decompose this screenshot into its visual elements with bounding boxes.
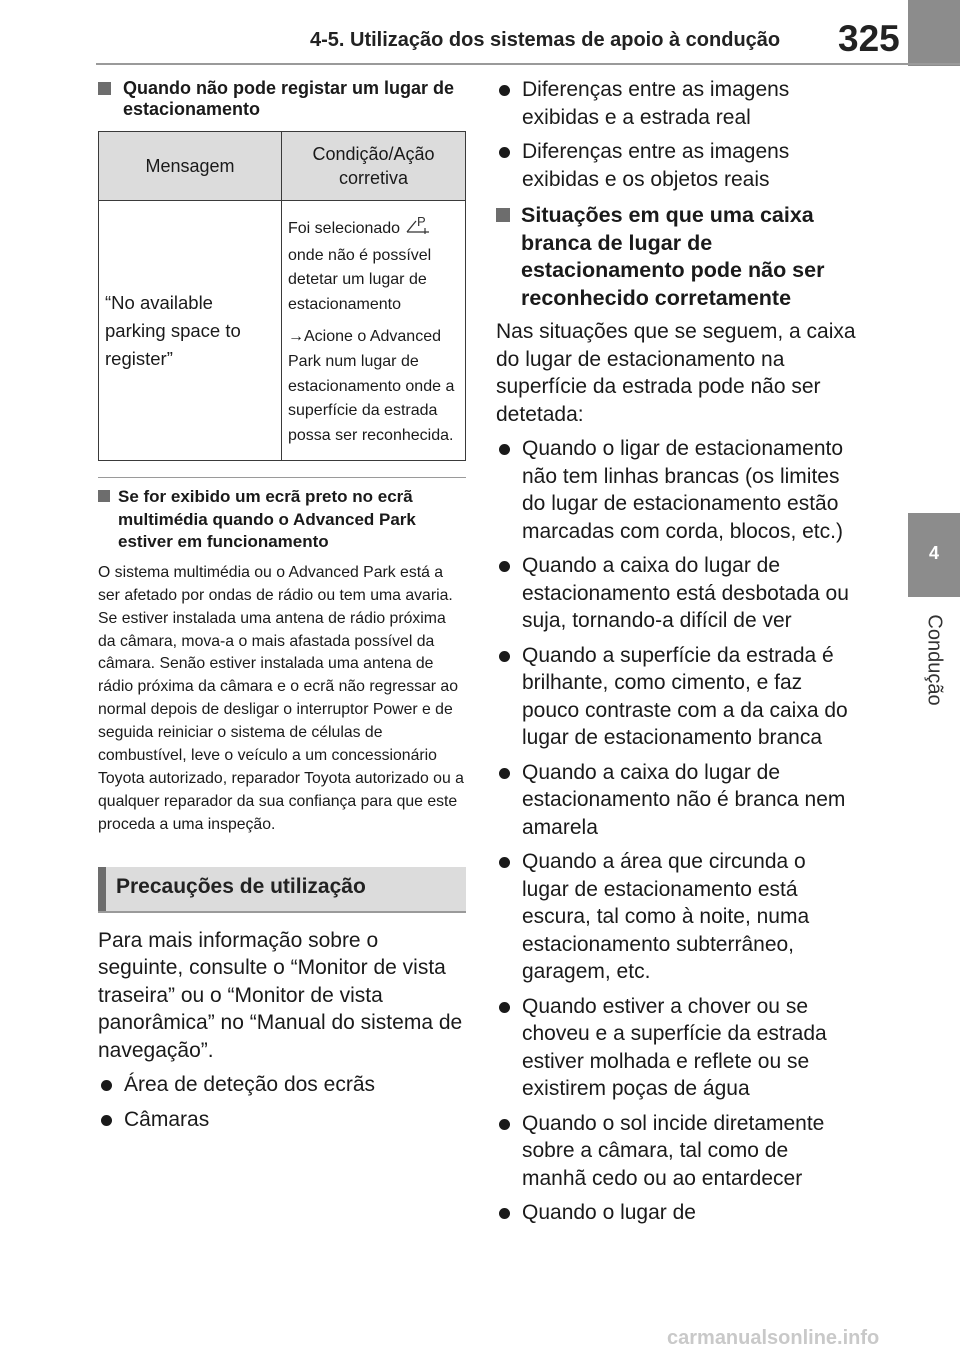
section-rule [98, 911, 466, 913]
bullet-icon [499, 1002, 510, 1013]
list-item-text: Quando a caixa do lugar de estacionamento está desbotada ou suja, tornando-a difícil de ver [522, 554, 849, 632]
table-header-message: Mensagem [99, 132, 282, 201]
list-item-text: Quando o lugar de [522, 1201, 696, 1224]
heading-black-screen-text: Se for exibido um ecrã preto no ecrã multimédia quando o Advanced Park estiver em funcionamento [118, 487, 416, 552]
square-bullet-icon [496, 208, 510, 222]
list-item-text: Diferenças entre as imagens exibidas e a estrada real [522, 78, 790, 129]
bullet-icon [499, 857, 510, 868]
bullet-icon [499, 1208, 510, 1219]
bullet-icon [499, 147, 510, 158]
list-item-text: Diferenças entre as imagens exibidas e os objetos reais [522, 140, 790, 191]
section-title: Precauções de utilização [116, 874, 366, 898]
parking-p-icon [405, 213, 431, 233]
section-banner-bar [98, 867, 106, 911]
list-item [496, 993, 858, 1103]
list-item [496, 1110, 858, 1193]
page-number: 325 [838, 18, 900, 59]
left-column [98, 78, 466, 1133]
table-header-condition: Condição/Ação corretiva [282, 132, 466, 201]
heading-no-register-text: Quando não pode registar um lugar de estacionamento [123, 78, 455, 119]
header-tab [908, 0, 960, 66]
list-item [496, 435, 858, 545]
list-item [496, 552, 858, 635]
condition-text-a: Foi selecionado [288, 220, 401, 237]
watermark: carmanualsonline.info [667, 1327, 880, 1349]
table-row [99, 201, 466, 461]
list-item [98, 1106, 466, 1134]
list-item-text: Quando a área que circunda o lugar de estacionamento está escura, tal como à noite, numa estacionamento subterrâneo, garagem, etc. [522, 850, 810, 983]
bullet-icon [499, 444, 510, 455]
right-column [496, 76, 858, 1227]
bullet-icon [499, 768, 510, 779]
header-title: 4-5. Utilização dos sistemas de apoio à condução [310, 29, 781, 51]
condition-text-b: onde não é possível detetar um lugar de estacionamento [288, 246, 432, 313]
bullet-icon [499, 1119, 510, 1130]
svg-text:P: P [416, 214, 426, 229]
list-item-text: Quando o sol incide diretamente sobre a câmara, tal como de manhã cedo ou ao entardecer [522, 1111, 825, 1190]
list-item-text: Área de deteção dos ecrãs [124, 1073, 375, 1097]
bullet-icon [499, 651, 510, 662]
bullet-icon [499, 85, 510, 96]
list-item-text: Quando a caixa do lugar de estacionamento não é branca nem amarela [522, 760, 846, 839]
heading-black-screen [98, 486, 466, 554]
list-item-text: Quando o ligar de estacionamento não tem linhas brancas (os limites do lugar de estacionamento estão marcadas com corda, blocos, etc.) [522, 437, 844, 543]
list-item [496, 1199, 858, 1227]
condition-action: →Acione o Advanced Park num lugar de estacionamento onde a superfície da estrada possa ser reconhecida. [288, 328, 455, 444]
chapter-label: Condução [923, 614, 946, 706]
square-bullet-icon [98, 82, 111, 95]
list-item [496, 642, 858, 752]
page-header [0, 0, 960, 64]
section-banner [98, 867, 466, 911]
bullet-icon [101, 1115, 112, 1126]
table-cell-condition [282, 201, 466, 461]
list-item-text: Câmaras [124, 1107, 210, 1131]
bullet-icon [499, 561, 510, 572]
list-item [496, 848, 858, 986]
chapter-number: 4 [928, 543, 939, 563]
heading-white-box-text: Situações em que uma caixa branca de lugar de estacionamento pode não ser reconhecido corretamente [521, 203, 825, 310]
section-paragraph: Para mais informação sobre o seguinte, consulte o “Monitor de vista traseira” ou o “Monitor de vista panorâmica” no “Manual do sistema de navegação”. [98, 928, 463, 1062]
chapter-tab [908, 513, 960, 597]
detection-paragraph: Nas situações que se seguem, a caixa do lugar de estacionamento na superfície da estrada pode não ser detetada: [496, 320, 856, 426]
detection-list [496, 435, 858, 1227]
heading-no-register [98, 78, 466, 120]
list-item [496, 759, 858, 842]
table-header-row [99, 132, 466, 201]
condition-line1 [288, 213, 459, 242]
table-cell-message: “No available parking space to register” [99, 201, 282, 461]
header-rule [96, 63, 960, 65]
message-table [98, 131, 466, 461]
black-screen-paragraph: O sistema multimédia ou o Advanced Park está a ser afetado por ondas de rádio ou tem uma avaria. Se estiver instalada uma antena de rádio próxima da câmara, mova-a o mais afastada possível da câmara. Senão estiver instalada uma antena de rádio próxima da câmara e o ecrã não regressar ao normal depois de desligar o interruptor Power e de seguida reiniciar o sistema de células de combustível, leve o veículo a um concessionário Toyota autorizado, reparador Toyota autorizado ou a qualquer reparador da sua confiança para que este proceda a uma inspeção. [98, 563, 464, 833]
list-item [496, 138, 858, 193]
list-item-text: Quando estiver a chover ou se choveu e a superfície da estrada estiver molhada e reflete ou se existirem poças de água [522, 994, 827, 1100]
square-bullet-icon [98, 490, 110, 502]
bullet-icon [101, 1080, 112, 1091]
heading-white-box [496, 202, 858, 312]
list-item [98, 1071, 466, 1099]
divider [98, 477, 466, 478]
list-item [496, 76, 858, 131]
list-item-text: Quando a superfície da estrada é brilhante, como cimento, e faz pouco contraste com a da caixa do lugar de estacionamento branca [522, 643, 848, 749]
